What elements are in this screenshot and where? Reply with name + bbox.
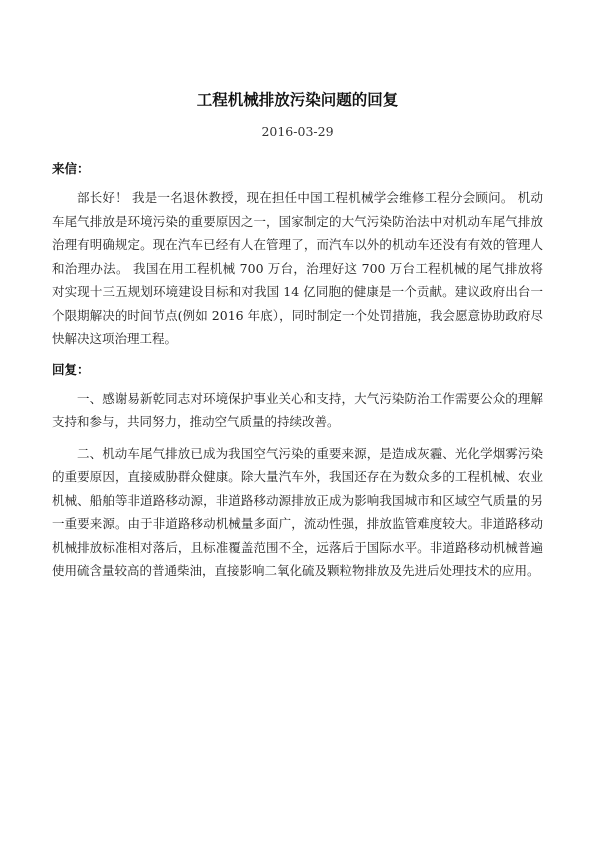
- letter-paragraph: 部长好！ 我是一名退休教授，现在担任中国工程机械学会维修工程分会顾问。 机动车尾气排放是环境污染的重要原因之一，国家制定的大气污染防治法中对机动车尾气排放治理有明确规定。现在汽车已经有人在管理了，而汽车以外的机动车还没有有效的管理人和治理办法。 我国在用工程机械 700 万台，治理好这 700 万台工程机械的尾气排放将对实现十三五规划环境建设目标和对我国 14 亿同胞的健康是一个贡献。建议政府出台一个限期解决的时间节点(例如 2016 年底），同时制定一个处罚措施，我会愿意协助政府尽快解决这项治理工程。: [52, 190, 543, 346]
- reply-label: 回复：: [52, 361, 90, 377]
- reply-paragraph-2: 二、机动车尾气排放已成为我国空气污染的重要来源，是造成灰霾、光化学烟雾污染的重要原因，直接威胁群众健康。除大量汽车外，我国还存在为数众多的工程机械、农业机械、船舶等非道路移动源，非道路移动源排放正成为影响我国城市和区域空气质量的另一重要来源。由于非道路移动机械量多面广，流动性强，排放监管难度较大。非道路移动机械排放标准相对落后，且标准覆盖范围不全，远落后于国际水平。非道路移动机械普遍使用硫含量较高的普通柴油，直接影响二氧化硫及颗粒物排放及先进后处理技术的应用。: [52, 445, 543, 578]
- document-title: 工程机械排放污染问题的回复: [196, 91, 399, 109]
- document-body: [52, 150, 543, 591]
- document-date: 2016-03-29: [261, 124, 334, 139]
- letter-label: 来信：: [52, 161, 90, 176]
- reply-paragraph-1: 一、感谢易新乾同志对环境保护事业关心和支持，大气污染防治工作需要公众的理解支持和参与，共同努力，推动空气质量的持续改善。: [52, 390, 543, 429]
